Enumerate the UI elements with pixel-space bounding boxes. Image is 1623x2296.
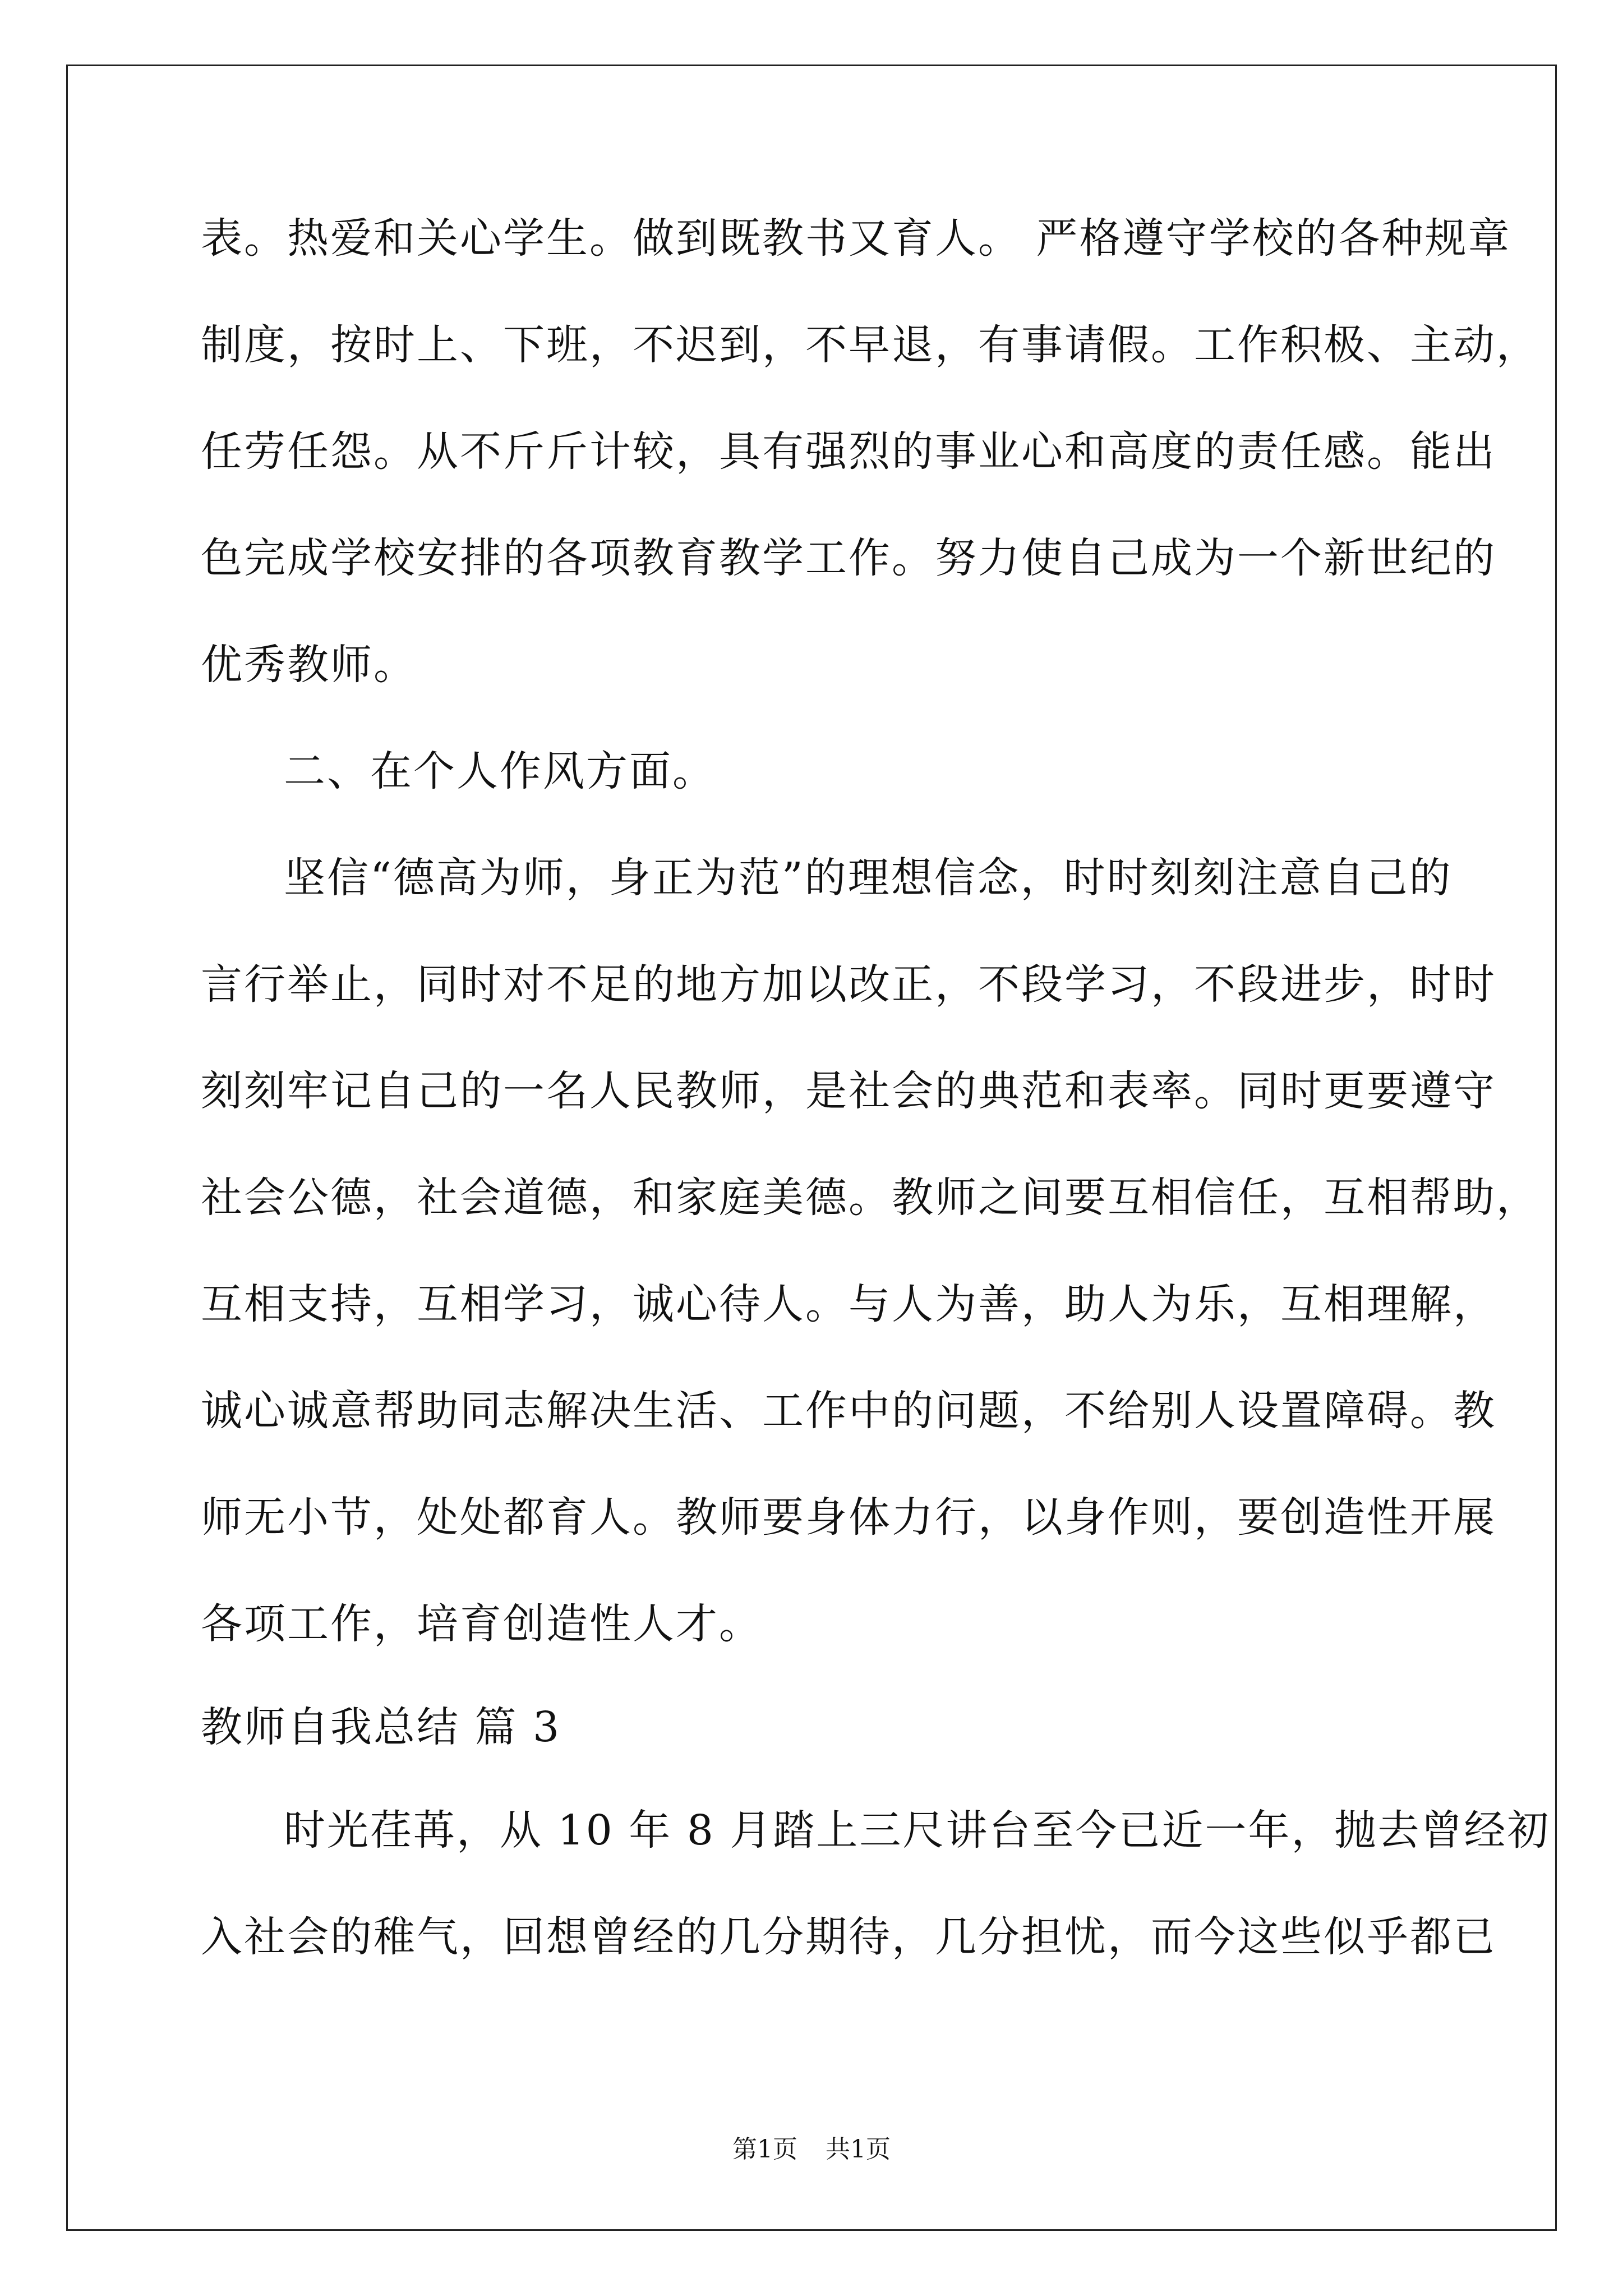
text-line: 各项工作，培育创造性人才。 bbox=[201, 1600, 762, 1648]
text-line: 入社会的稚气，回想曾经的几分期待，几分担忧，而今这些似乎都已 bbox=[201, 1913, 1496, 1961]
text-line: 优秀教师。 bbox=[201, 641, 417, 689]
article-title: 教师自我总结 篇 3 bbox=[201, 1703, 561, 1751]
text-line: 言行举止，同时对不足的地方加以改正，不段学习，不段进步，时时 bbox=[201, 960, 1496, 1009]
text-line: 任劳任怨。从不斤斤计较，具有强烈的事业心和高度的责任感。能出 bbox=[201, 427, 1496, 476]
page-number: 第1页 bbox=[732, 2135, 797, 2164]
document-body bbox=[201, 185, 1551, 1990]
text-line: 坚信“德高为师，身正为范”的理想信念，时时刻刻注意自己的 bbox=[284, 854, 1453, 902]
page-footer bbox=[0, 2129, 1623, 2165]
text-line: 互相支持，互相学习，诚心待人。与人为善，助人为乐，互相理解， bbox=[201, 1280, 1496, 1328]
text-line: 制度，按时上、下班，不迟到，不早退，有事请假。工作积极、主动， bbox=[201, 321, 1539, 369]
section-heading: 二、在个人作风方面。 bbox=[284, 747, 716, 795]
text-line: 表。热爱和关心学生。做到既教书又育人。 严格遵守学校的各种规章 bbox=[201, 214, 1511, 263]
text-line: 时光荏苒，从 10 年 8 月踏上三尺讲台至今已近一年，抛去曾经初 bbox=[284, 1806, 1551, 1855]
page-total: 共1页 bbox=[826, 2135, 891, 2164]
text-line: 师无小节，处处都育人。教师要身体力行，以身作则，要创造性开展 bbox=[201, 1493, 1496, 1542]
text-line: 刻刻牢记自己的一名人民教师，是社会的典范和表率。同时更要遵守 bbox=[201, 1067, 1496, 1115]
text-line: 社会公德，社会道德，和家庭美德。教师之间要互相信任，互相帮助， bbox=[201, 1174, 1539, 1222]
text-line: 诚心诚意帮助同志解决生活、工作中的问题，不给别人设置障碍。教 bbox=[201, 1387, 1496, 1435]
text-line: 色完成学校安排的各项教育教学工作。努力使自己成为一个新世纪的 bbox=[201, 534, 1496, 582]
